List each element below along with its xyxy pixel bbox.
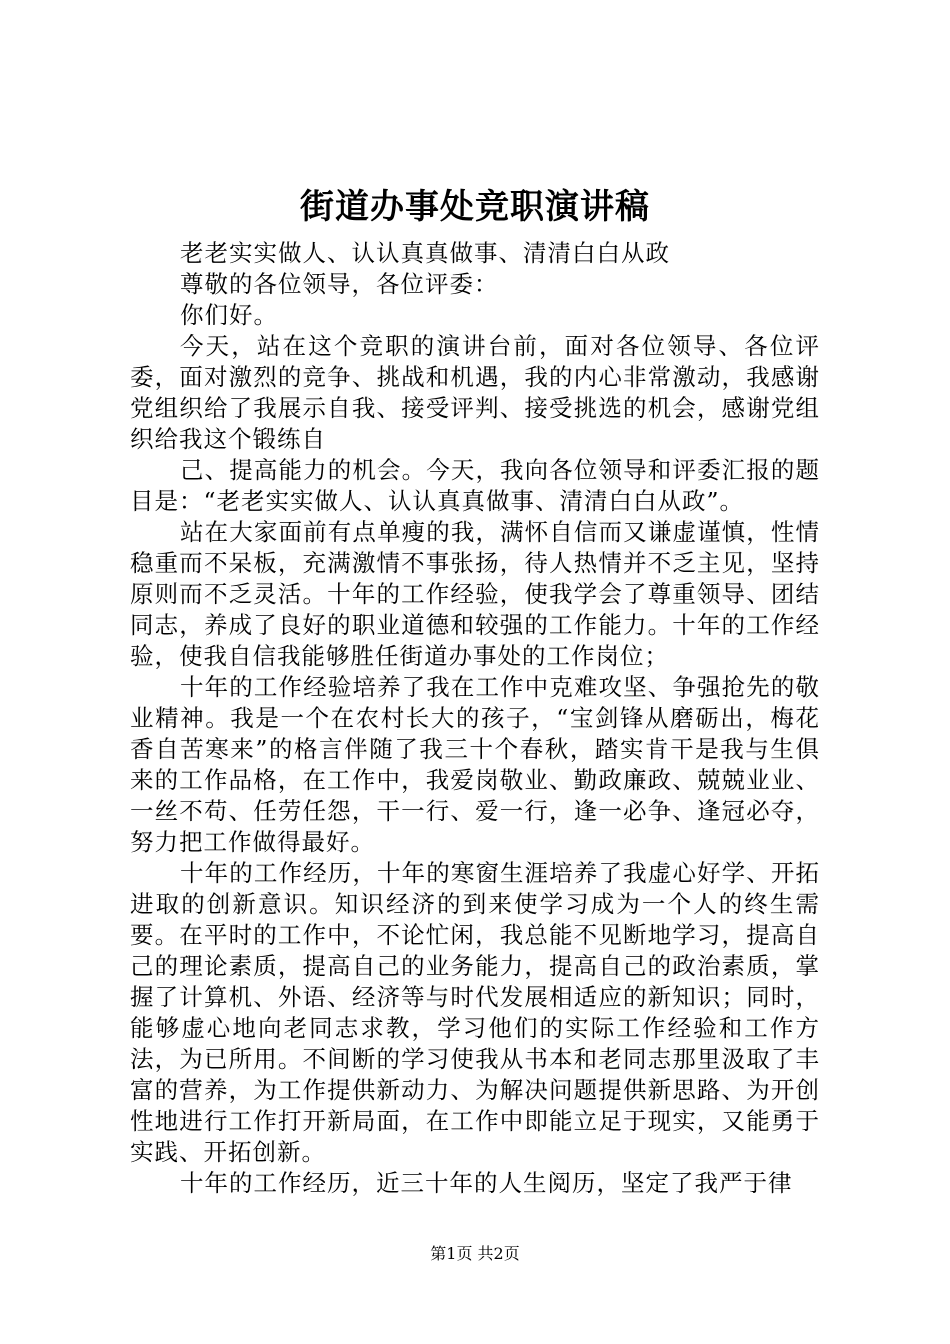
body-paragraph: 十年的工作经历，十年的寒窗生涯培养了我虚心好学、开拓进取的创新意识。知识经济的到来使学习成为一个人的终生需要。在平时的工作中，不论忙闲，我总能不见断地学习，提高自己的理论素质，提高自己的业务能力，提高自己的政治素质，掌握了计算机、外语、经济等与时代发展相适应的新知识；同时，能够虚心地向老同志求教，学习他们的实际工作经验和工作方法，为已所用。不间断的学习使我从书本和老同志那里汲取了丰富的营养，为工作提供新动力、为解决问题提供新思路、为开创性地进行工作打开新局面，在工作中即能立足于现实，又能勇于实践、开拓创新。 <box>130 859 820 1166</box>
body-paragraph: 老老实实做人、认认真真做事、清清白白从政 <box>180 239 670 267</box>
document-title: 街道办事处竞职演讲稿 <box>300 187 650 227</box>
body-paragraph: 你们好。 <box>180 301 278 329</box>
body-paragraph: 十年的工作经验培养了我在工作中克难攻坚、争强抢先的敬业精神。我是一个在农村长大的孩子，“宝剑锋从磨砺出，梅花香自苦寒来”的格言伴随了我三十个春秋，踏实肯干是我与生俱来的工作品格，在工作中，我爱岗敬业、勤政廉政、兢兢业业、一丝不苟、任劳任怨，干一行、爱一行，逢一必争、逢冠必夺，努力把工作做得最好。 <box>130 673 820 856</box>
body-paragraph: 己、提高能力的机会。今天，我向各位领导和评委汇报的题目是：“老老实实做人、认认真真做事、清清白白从政”。 <box>130 456 820 515</box>
document-body <box>130 238 820 1199</box>
body-paragraph: 今天，站在这个竞职的演讲台前，面对各位领导、各位评委，面对激烈的竞争、挑战和机遇，我的内心非常激动，我感谢党组织给了我展示自我、接受评判、接受挑选的机会，感谢党组织给我这个锻练自 <box>130 332 820 453</box>
body-paragraph: 十年的工作经历，近三十年的人生阅历，坚定了我严于律 <box>180 1169 793 1197</box>
body-paragraph: 站在大家面前有点单瘦的我，满怀自信而又谦虚谨慎，性情稳重而不呆板，充满激情不事张扬，待人热情并不乏主见，坚持原则而不乏灵活。十年的工作经验，使我学会了尊重领导、团结同志，养成了良好的职业道德和较强的工作能力。十年的工作经验，使我自信我能够胜任街道办事处的工作岗位； <box>130 518 820 670</box>
body-paragraph: 尊敬的各位领导，各位评委： <box>180 270 499 298</box>
page-footer: 第1页 共2页 <box>430 1244 520 1263</box>
